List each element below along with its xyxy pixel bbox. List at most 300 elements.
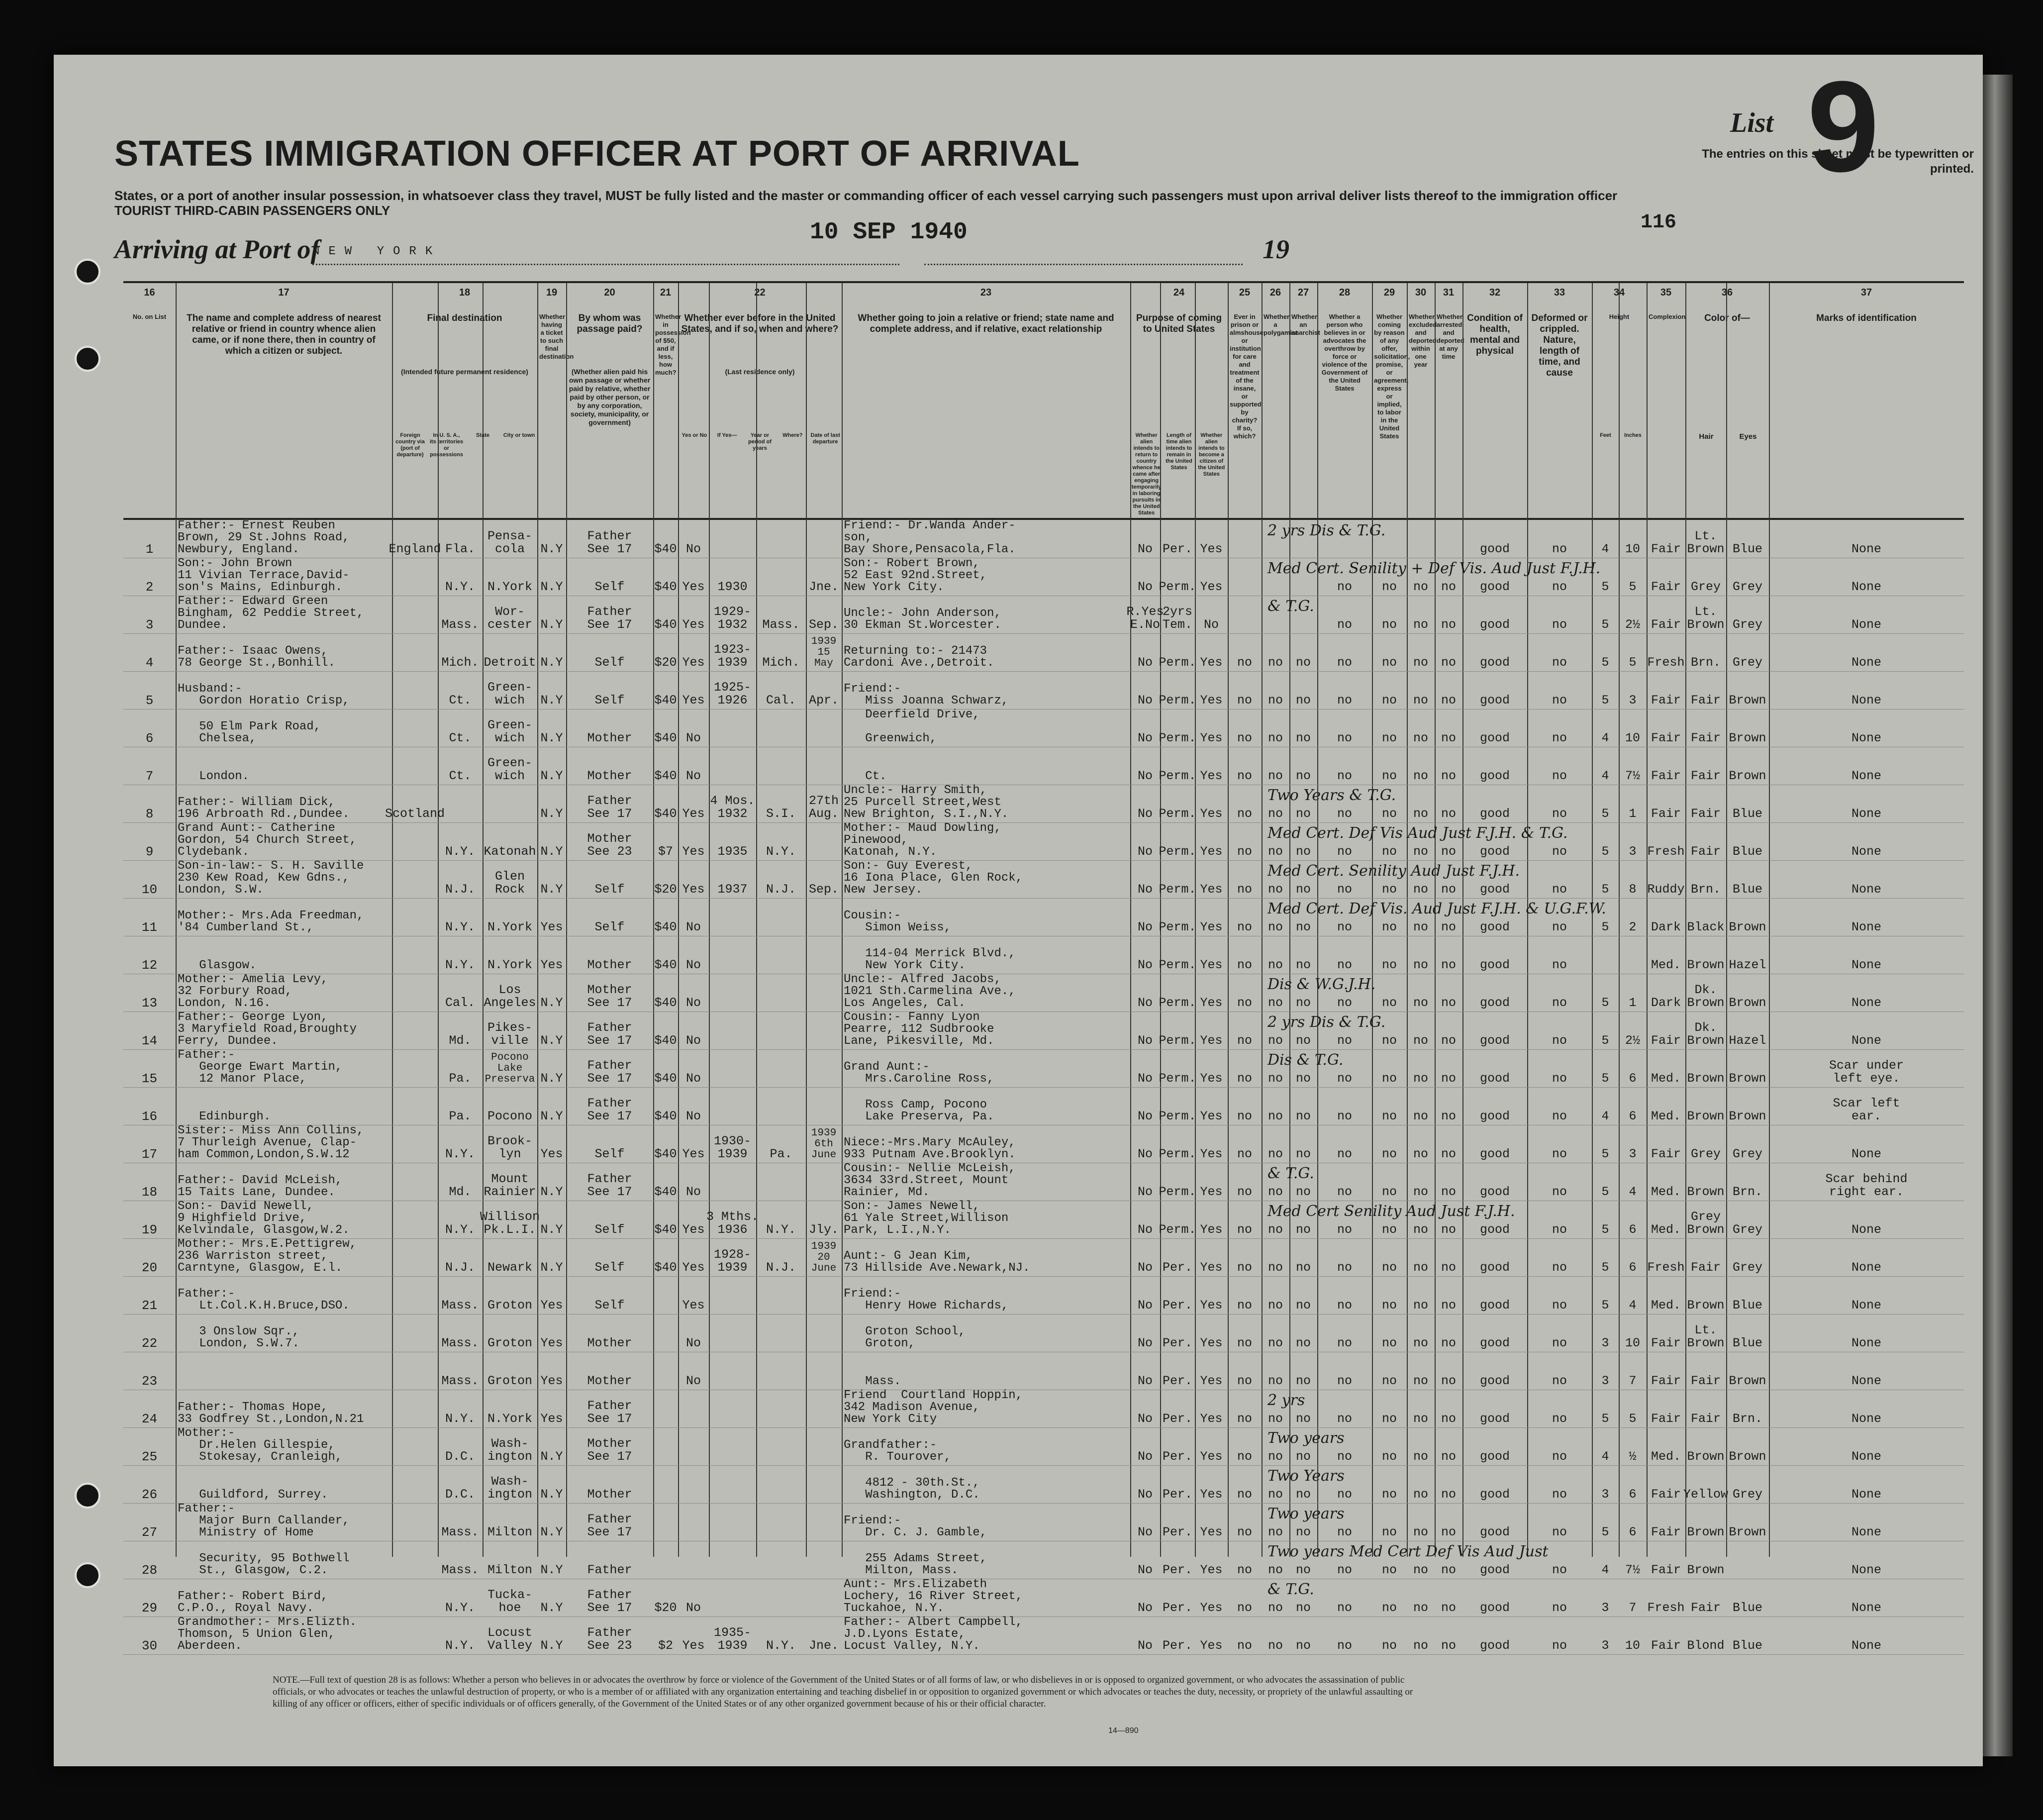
- cell-joining: Cousin:- Nellie McLeish, 3634 33rd.Street, Mount Rainier, Md.: [844, 1162, 1016, 1199]
- cell-hair: Fair: [1690, 769, 1721, 783]
- cell-c28: no: [1337, 844, 1352, 859]
- cell-inches: 7½: [1625, 1563, 1640, 1577]
- cell-length: Per.: [1162, 1336, 1192, 1350]
- cell-hair: Lt. Brown: [1687, 605, 1725, 632]
- column-number: 25: [1239, 287, 1251, 298]
- cell-money: $40: [654, 807, 677, 821]
- cell-complexion: Fair: [1651, 1412, 1681, 1426]
- handwritten-annotation: Two Years & T.G.: [1267, 787, 1396, 804]
- cell-money: $40: [654, 996, 677, 1010]
- cell-ticket: N.Y: [540, 1260, 563, 1275]
- cell-length: Perm.: [1159, 920, 1196, 934]
- cell-state: N.Y.: [445, 1147, 475, 1161]
- cell-c28: no: [1337, 1033, 1352, 1048]
- cell-joining: Son:- Robert Brown, 52 East 92nd.Street, New York City.: [844, 557, 987, 594]
- cell-return: No: [1137, 655, 1153, 670]
- cell-c27: no: [1295, 1525, 1311, 1539]
- cell-feet: 5: [1601, 920, 1609, 934]
- cell-hair: Fair: [1690, 807, 1721, 821]
- cell-deformed: no: [1552, 920, 1567, 934]
- cell-feet: 5: [1601, 1525, 1609, 1539]
- cell-c26: no: [1267, 1638, 1283, 1653]
- cell-foreign: [394, 1163, 436, 1201]
- cell-c25: [1230, 558, 1260, 596]
- cell-eyes: Grey: [1732, 1222, 1762, 1237]
- cell-hair: Brown: [1687, 1071, 1725, 1086]
- cell-money: $20: [654, 882, 677, 897]
- cell-departure: [808, 1427, 840, 1465]
- cell-no: 1: [145, 542, 154, 557]
- cell-joining: Mother:- Maud Dowling, Pinewood, Katonah, N.Y.: [844, 821, 1001, 859]
- cell-deformed: no: [1552, 617, 1567, 632]
- cell-paid: Self: [594, 693, 625, 708]
- cell-c31: no: [1441, 580, 1456, 594]
- handwritten-annotation: 2 yrs Dis & T.G.: [1267, 1013, 1386, 1031]
- cell-no: 30: [141, 1638, 158, 1653]
- column-header: Purpose of coming to United States: [1136, 313, 1222, 334]
- list-label: List: [1730, 107, 1774, 138]
- cell-deformed: no: [1552, 731, 1567, 745]
- cell-c25: no: [1237, 844, 1252, 859]
- cell-c25: no: [1237, 1374, 1252, 1388]
- cell-paid: Self: [594, 882, 625, 897]
- cell-ticket: N.Y: [540, 1185, 563, 1199]
- handwritten-annotation: & T.G.: [1267, 1581, 1314, 1598]
- table-row: [123, 671, 1964, 709]
- cell-eyes: Brown: [1729, 769, 1766, 783]
- cell-c27: no: [1295, 1147, 1311, 1161]
- cell-paid: Mother: [587, 1336, 632, 1350]
- cell-c27: no: [1295, 1071, 1311, 1086]
- cell-money: [655, 1541, 676, 1579]
- cell-c29: no: [1381, 996, 1397, 1010]
- cell-citizen: Yes: [1200, 693, 1223, 708]
- cell-citizen: Yes: [1200, 1336, 1223, 1350]
- cell-length: Per.: [1162, 1449, 1192, 1464]
- cell-c28: no: [1337, 1601, 1352, 1615]
- cell-departure: [808, 898, 840, 936]
- cell-complexion: Fair: [1651, 1336, 1681, 1350]
- cell-money: $40: [654, 1147, 677, 1161]
- cell-c26: no: [1267, 1109, 1283, 1123]
- binder-hole: [75, 1562, 100, 1588]
- cell-feet: 5: [1601, 1147, 1609, 1161]
- cell-inches: 6: [1629, 1071, 1637, 1086]
- cell-inches: 7½: [1625, 769, 1640, 783]
- cell-marks: None: [1851, 731, 1881, 745]
- cell-length: Perm.: [1159, 731, 1196, 745]
- cell-c26: no: [1267, 1260, 1283, 1275]
- cell-citizen: Yes: [1200, 920, 1223, 934]
- cell-c29: no: [1381, 1033, 1397, 1048]
- cell-paid: Self: [594, 1222, 625, 1237]
- cell-years: [711, 1314, 754, 1352]
- cell-deformed: no: [1552, 1260, 1567, 1275]
- cell-ticket: N.Y: [540, 1222, 563, 1237]
- cell-inches: 6: [1629, 1109, 1637, 1123]
- cell-money: [655, 1276, 676, 1314]
- cell-c26: no: [1267, 1374, 1283, 1388]
- cell-complexion: Fair: [1651, 731, 1681, 745]
- cell-foreign: [394, 1238, 436, 1276]
- cell-city: Locust Valley: [487, 1625, 532, 1653]
- cell-money: $40: [654, 542, 677, 556]
- cell-where: [758, 1352, 804, 1390]
- handwritten-annotation: & T.G.: [1267, 598, 1314, 615]
- cell-city: Green- wich: [487, 680, 532, 708]
- cell-marks: None: [1851, 1260, 1881, 1275]
- cell-ticket: N.Y: [540, 1638, 563, 1653]
- cell-inches: [1621, 936, 1645, 974]
- cell-state: N.Y.: [445, 1412, 475, 1426]
- cell-ticket: N.Y: [540, 542, 563, 556]
- cell-length: Per.: [1162, 1563, 1192, 1577]
- cell-foreign: [394, 1579, 436, 1617]
- cell-joining: Returning to:- 21473 Cardoni Ave.,Detroit.: [844, 644, 994, 670]
- cell-health: good: [1479, 844, 1510, 859]
- cell-health: good: [1479, 996, 1510, 1010]
- cell-marks: None: [1851, 1601, 1881, 1615]
- cell-eyes: Brn.: [1732, 1412, 1762, 1426]
- cell-years: 3 Mths. 1936: [706, 1210, 759, 1237]
- cell-foreign: [394, 671, 436, 709]
- cell-return: No: [1137, 769, 1153, 783]
- cell-eyes: Brown: [1729, 1525, 1766, 1539]
- cell-c29: no: [1381, 1374, 1397, 1388]
- cell-hair: Brown: [1687, 958, 1725, 972]
- cell-departure: [808, 1276, 840, 1314]
- cell-marks: None: [1851, 617, 1881, 632]
- cell-complexion: Fair: [1651, 693, 1681, 708]
- cell-length: Perm.: [1159, 807, 1196, 821]
- cell-departure: [808, 1011, 840, 1049]
- cell-health: good: [1479, 542, 1510, 556]
- cell-years: [711, 974, 754, 1011]
- cell-return: No: [1137, 1071, 1153, 1086]
- table-row: [123, 1049, 1964, 1088]
- cell-paid: Mother See 23: [587, 831, 632, 859]
- cell-c27: no: [1295, 958, 1311, 972]
- cell-years: [711, 1276, 754, 1314]
- cell-departure: [808, 747, 840, 785]
- cell-length: Per.: [1162, 1298, 1192, 1313]
- cell-c28: no: [1337, 1412, 1352, 1426]
- cell-complexion: Fresh: [1647, 1601, 1685, 1615]
- cell-city: Glen Rock: [494, 869, 525, 897]
- cell-complexion: Fresh: [1647, 1260, 1685, 1275]
- cell-city: Groton: [487, 1298, 532, 1313]
- cell-complexion: Fair: [1651, 1033, 1681, 1048]
- cell-city: Groton: [487, 1336, 532, 1350]
- cell-paid: Self: [594, 655, 625, 670]
- cell-before: [680, 1390, 707, 1427]
- cell-city: Milton: [487, 1563, 532, 1577]
- cell-inches: 4: [1629, 1298, 1637, 1313]
- cell-relative: Edinburgh.: [178, 1110, 271, 1123]
- cell-c30: no: [1413, 580, 1428, 594]
- cell-c28: no: [1337, 731, 1352, 745]
- cell-relative: Grandmother:- Mrs.Elizth. Thomson, 5 Union Glen, Aberdeen.: [178, 1616, 357, 1653]
- cell-eyes: Hazel: [1729, 1033, 1766, 1048]
- cell-money: $20: [654, 1601, 677, 1615]
- form-code: 14—890: [1108, 1726, 1139, 1735]
- handwritten-annotation: Two years: [1267, 1429, 1345, 1447]
- cell-departure: [808, 974, 840, 1011]
- column-number: 30: [1415, 287, 1427, 298]
- column-subheader: (Whether alien paid his own passage or whether paid by relative, whether paid by other person, or by any corporation, society, municipality, or government): [569, 368, 651, 426]
- cell-joining: Cousin:- Simon Weiss,: [844, 909, 952, 934]
- cell-state: Ct.: [449, 731, 472, 745]
- cell-return: No: [1137, 731, 1153, 745]
- cell-complexion: Ruddy: [1647, 882, 1685, 897]
- column-part: Yes or No: [681, 432, 707, 438]
- cell-before: Yes: [682, 1638, 705, 1653]
- cell-c29: no: [1381, 1109, 1397, 1123]
- cell-years: 1928- 1939: [713, 1247, 751, 1275]
- cell-c26: no: [1267, 1601, 1283, 1615]
- column-part: Foreign country via (port of departure): [395, 432, 425, 458]
- cell-complexion: Fair: [1651, 1147, 1681, 1161]
- cell-c31: no: [1441, 731, 1456, 745]
- cell-c25: no: [1237, 1601, 1252, 1615]
- cell-joining: Niece:-Mrs.Mary McAuley, 933 Putnam Ave.Brooklyn.: [844, 1136, 1016, 1161]
- cell-before: No: [685, 1374, 701, 1388]
- cell-c31: no: [1441, 920, 1456, 934]
- cell-inches: 2½: [1625, 1033, 1640, 1048]
- cell-before: Yes: [682, 1147, 705, 1161]
- cell-c26: no: [1267, 731, 1283, 745]
- cell-relative: Son:- John Brown 11 Vivian Terrace,David- son's Mains, Edinburgh.: [178, 557, 350, 594]
- cell-relative: Mother:- Mrs.E.Pettigrew, 236 Warriston street, Carntyne, Glasgow, E.l.: [178, 1237, 357, 1275]
- cell-departure: Apr.: [808, 693, 839, 708]
- cell-hair: Brn.: [1690, 882, 1721, 897]
- cell-departure: [808, 936, 840, 974]
- cell-city: N.York: [487, 920, 532, 934]
- cell-c31: no: [1441, 1449, 1456, 1464]
- cell-citizen: Yes: [1200, 807, 1223, 821]
- cell-marks: None: [1851, 1638, 1881, 1653]
- cell-c30: no: [1413, 1449, 1428, 1464]
- cell-foreign: [394, 1352, 436, 1390]
- cell-where: N.J.: [766, 1260, 796, 1275]
- cell-joining: Friend:- Dr.Wanda Ander- son, Bay Shore,Pensacola,Fla.: [844, 519, 1016, 556]
- handwritten-annotation: Dis & T.G.: [1267, 1051, 1344, 1069]
- cell-c31: no: [1441, 844, 1456, 859]
- cell-c29: no: [1381, 731, 1397, 745]
- cell-health: good: [1479, 769, 1510, 783]
- cell-marks: None: [1851, 1033, 1881, 1048]
- cell-eyes: Brn.: [1732, 1185, 1762, 1199]
- column-part: Feet: [1600, 432, 1611, 438]
- cell-where: Mich.: [762, 655, 800, 670]
- cell-before: Yes: [682, 655, 705, 670]
- cell-state: Md.: [449, 1033, 472, 1048]
- cell-no: 14: [141, 1033, 158, 1048]
- cell-citizen: Yes: [1200, 1374, 1223, 1388]
- cell-state: N.Y.: [445, 844, 475, 859]
- column-number: 17: [278, 287, 290, 298]
- cell-c30: no: [1413, 1638, 1428, 1653]
- cell-c26: no: [1267, 1033, 1283, 1048]
- cell-state: Pa.: [449, 1109, 472, 1123]
- cell-state: N.Y.: [445, 580, 475, 594]
- column-part: State: [476, 432, 489, 438]
- cell-foreign: [394, 558, 436, 596]
- cell-c30: no: [1413, 1374, 1428, 1388]
- cell-feet: 5: [1601, 1222, 1609, 1237]
- cell-departure: Jne.: [808, 1638, 839, 1653]
- column-number: 37: [1860, 287, 1872, 298]
- cell-no: 11: [141, 920, 158, 935]
- cell-c25: no: [1237, 693, 1252, 708]
- column-header: Whether a polygamist: [1264, 313, 1298, 336]
- cell-hair: Fair: [1690, 1374, 1721, 1388]
- cell-years: [711, 1087, 754, 1125]
- cell-paid: Father See 17: [587, 605, 632, 632]
- cell-return: No: [1137, 996, 1153, 1010]
- cell-c30: no: [1413, 1260, 1428, 1275]
- column-subheader: (Last residence only): [725, 368, 795, 376]
- entries-note: The entries on this sheet must be typewritten or printed.: [1702, 147, 1974, 176]
- cell-paid: Self: [594, 1147, 625, 1161]
- table-row: [123, 898, 1964, 936]
- table-row: [123, 558, 1964, 596]
- port-of-arrival: NEW YORK: [312, 245, 442, 258]
- cell-citizen: Yes: [1200, 1185, 1223, 1199]
- column-header: Ever in prison or almshouse, or institution for care and treatment of the insane, or supported by charity? If so, which?: [1230, 313, 1265, 440]
- cell-ticket: Yes: [540, 958, 563, 972]
- cell-relative: Security, 95 Bothwell St., Glasgow, C.2.: [199, 1552, 350, 1577]
- cell-ticket: N.Y: [540, 655, 563, 670]
- cell-complexion: Dark: [1651, 920, 1681, 934]
- cell-marks: None: [1851, 693, 1881, 708]
- cell-foreign: [394, 822, 436, 860]
- cell-deformed: no: [1552, 958, 1567, 972]
- column-header: Whether ever before in the United States, and if so, when and where?: [681, 313, 839, 334]
- column-header: Whether having a ticket to such final destination: [539, 313, 574, 360]
- cell-health: good: [1479, 807, 1510, 821]
- cell-c26: no: [1267, 1412, 1283, 1426]
- cell-length: Per.: [1162, 1412, 1192, 1426]
- cell-city: Wor- cester: [487, 605, 532, 632]
- cell-hair: Brn.: [1690, 655, 1721, 670]
- column-header: Deformed or crippled. Nature, length of time, and cause: [1531, 313, 1588, 378]
- cell-length: Perm.: [1159, 1033, 1196, 1048]
- cell-before: No: [685, 1601, 701, 1615]
- cell-city: Milton: [487, 1525, 532, 1539]
- cell-years: 1925- 1926: [713, 680, 751, 708]
- cell-inches: 5: [1629, 655, 1637, 670]
- cell-marks: None: [1851, 1298, 1881, 1313]
- cell-c28: no: [1337, 1449, 1352, 1464]
- cell-health: good: [1479, 731, 1510, 745]
- cell-relative: Father:- Ernest Reuben Brown, 29 St.Johns Road, Newbury, England.: [178, 519, 350, 556]
- cell-relative: Father:- Major Burn Callander, Ministry of Home: [178, 1502, 350, 1539]
- cell-foreign: [394, 1087, 436, 1125]
- cell-c25: no: [1237, 1525, 1252, 1539]
- table-row: [123, 785, 1964, 823]
- cell-foreign: [394, 974, 436, 1011]
- cell-feet: 4: [1601, 542, 1609, 556]
- handwritten-annotation: Med Cert. Senility Aud Just F.J.H.: [1267, 862, 1520, 880]
- cell-c27: no: [1295, 1336, 1311, 1350]
- cell-c27: no: [1295, 1260, 1311, 1275]
- cell-ticket: N.Y: [540, 1071, 563, 1086]
- cell-no: 24: [141, 1412, 158, 1426]
- cell-length: Per.: [1162, 1487, 1192, 1502]
- tourist-line: TOURIST THIRD-CABIN PASSENGERS ONLY: [114, 203, 390, 218]
- cell-citizen: Yes: [1200, 655, 1223, 670]
- cell-complexion: Fresh: [1647, 655, 1685, 670]
- cell-deformed: no: [1552, 996, 1567, 1010]
- cell-before: [680, 1503, 707, 1541]
- cell-marks: None: [1851, 1563, 1881, 1577]
- cell-before: Yes: [682, 617, 705, 632]
- cell-where: Mass.: [762, 617, 800, 632]
- cell-citizen: Yes: [1200, 580, 1223, 594]
- cell-inches: 1: [1629, 996, 1637, 1010]
- cell-where: Cal.: [766, 693, 796, 708]
- cell-years: [711, 1579, 754, 1617]
- cell-no: 12: [141, 958, 158, 973]
- date-underline: [924, 264, 1243, 265]
- cell-return: No: [1137, 1563, 1153, 1577]
- cell-c26: no: [1267, 958, 1283, 972]
- cell-marks: None: [1851, 1525, 1881, 1539]
- cell-length: Perm.: [1159, 844, 1196, 859]
- cell-departure: Jne.: [808, 580, 839, 594]
- cell-before: Yes: [682, 693, 705, 708]
- cell-c26: no: [1267, 1147, 1283, 1161]
- cell-paid: Father See 23: [587, 1625, 632, 1653]
- cell-marks: None: [1851, 1449, 1881, 1464]
- cell-joining: Deerfield Drive, Greenwich,: [865, 708, 980, 745]
- cell-before: Yes: [682, 807, 705, 821]
- cell-joining: Ross Camp, Pocono Lake Preserva, Pa.: [865, 1098, 994, 1123]
- cell-c31: no: [1441, 769, 1456, 783]
- cell-c31: no: [1441, 1109, 1456, 1123]
- cell-where: [758, 1427, 804, 1465]
- cell-where: [758, 1049, 804, 1087]
- table-row: [123, 747, 1964, 785]
- cell-complexion: Fresh: [1647, 844, 1685, 859]
- cell-length: Perm.: [1159, 693, 1196, 708]
- cell-state: D.C.: [445, 1487, 475, 1502]
- cell-c30: no: [1413, 920, 1428, 934]
- cell-health: good: [1479, 1185, 1510, 1199]
- cell-hair: Black: [1687, 920, 1725, 934]
- cell-ticket: N.Y: [540, 1487, 563, 1502]
- handwritten-annotation: 2 yrs: [1267, 1392, 1305, 1409]
- cell-complexion: Med.: [1651, 1109, 1681, 1123]
- date-stamp: 10 SEP 1940: [810, 219, 968, 246]
- cell-c26: no: [1267, 1298, 1283, 1313]
- cell-feet: 3: [1601, 1487, 1609, 1502]
- cell-ticket: N.Y: [540, 1033, 563, 1048]
- cell-years: 1923- 1939: [713, 642, 751, 670]
- cell-ticket: N.Y: [540, 580, 563, 594]
- cell-c29: no: [1381, 1563, 1397, 1577]
- cell-c30: no: [1413, 807, 1428, 821]
- cell-where: [758, 1465, 804, 1503]
- cell-paid: Father See 17: [587, 1399, 632, 1426]
- cell-state: N.J.: [445, 882, 475, 897]
- cell-health: good: [1479, 1260, 1510, 1275]
- cell-citizen: Yes: [1200, 1260, 1223, 1275]
- cell-health: good: [1479, 958, 1510, 972]
- cell-c27: no: [1295, 1033, 1311, 1048]
- cell-eyes: Grey: [1732, 1147, 1762, 1161]
